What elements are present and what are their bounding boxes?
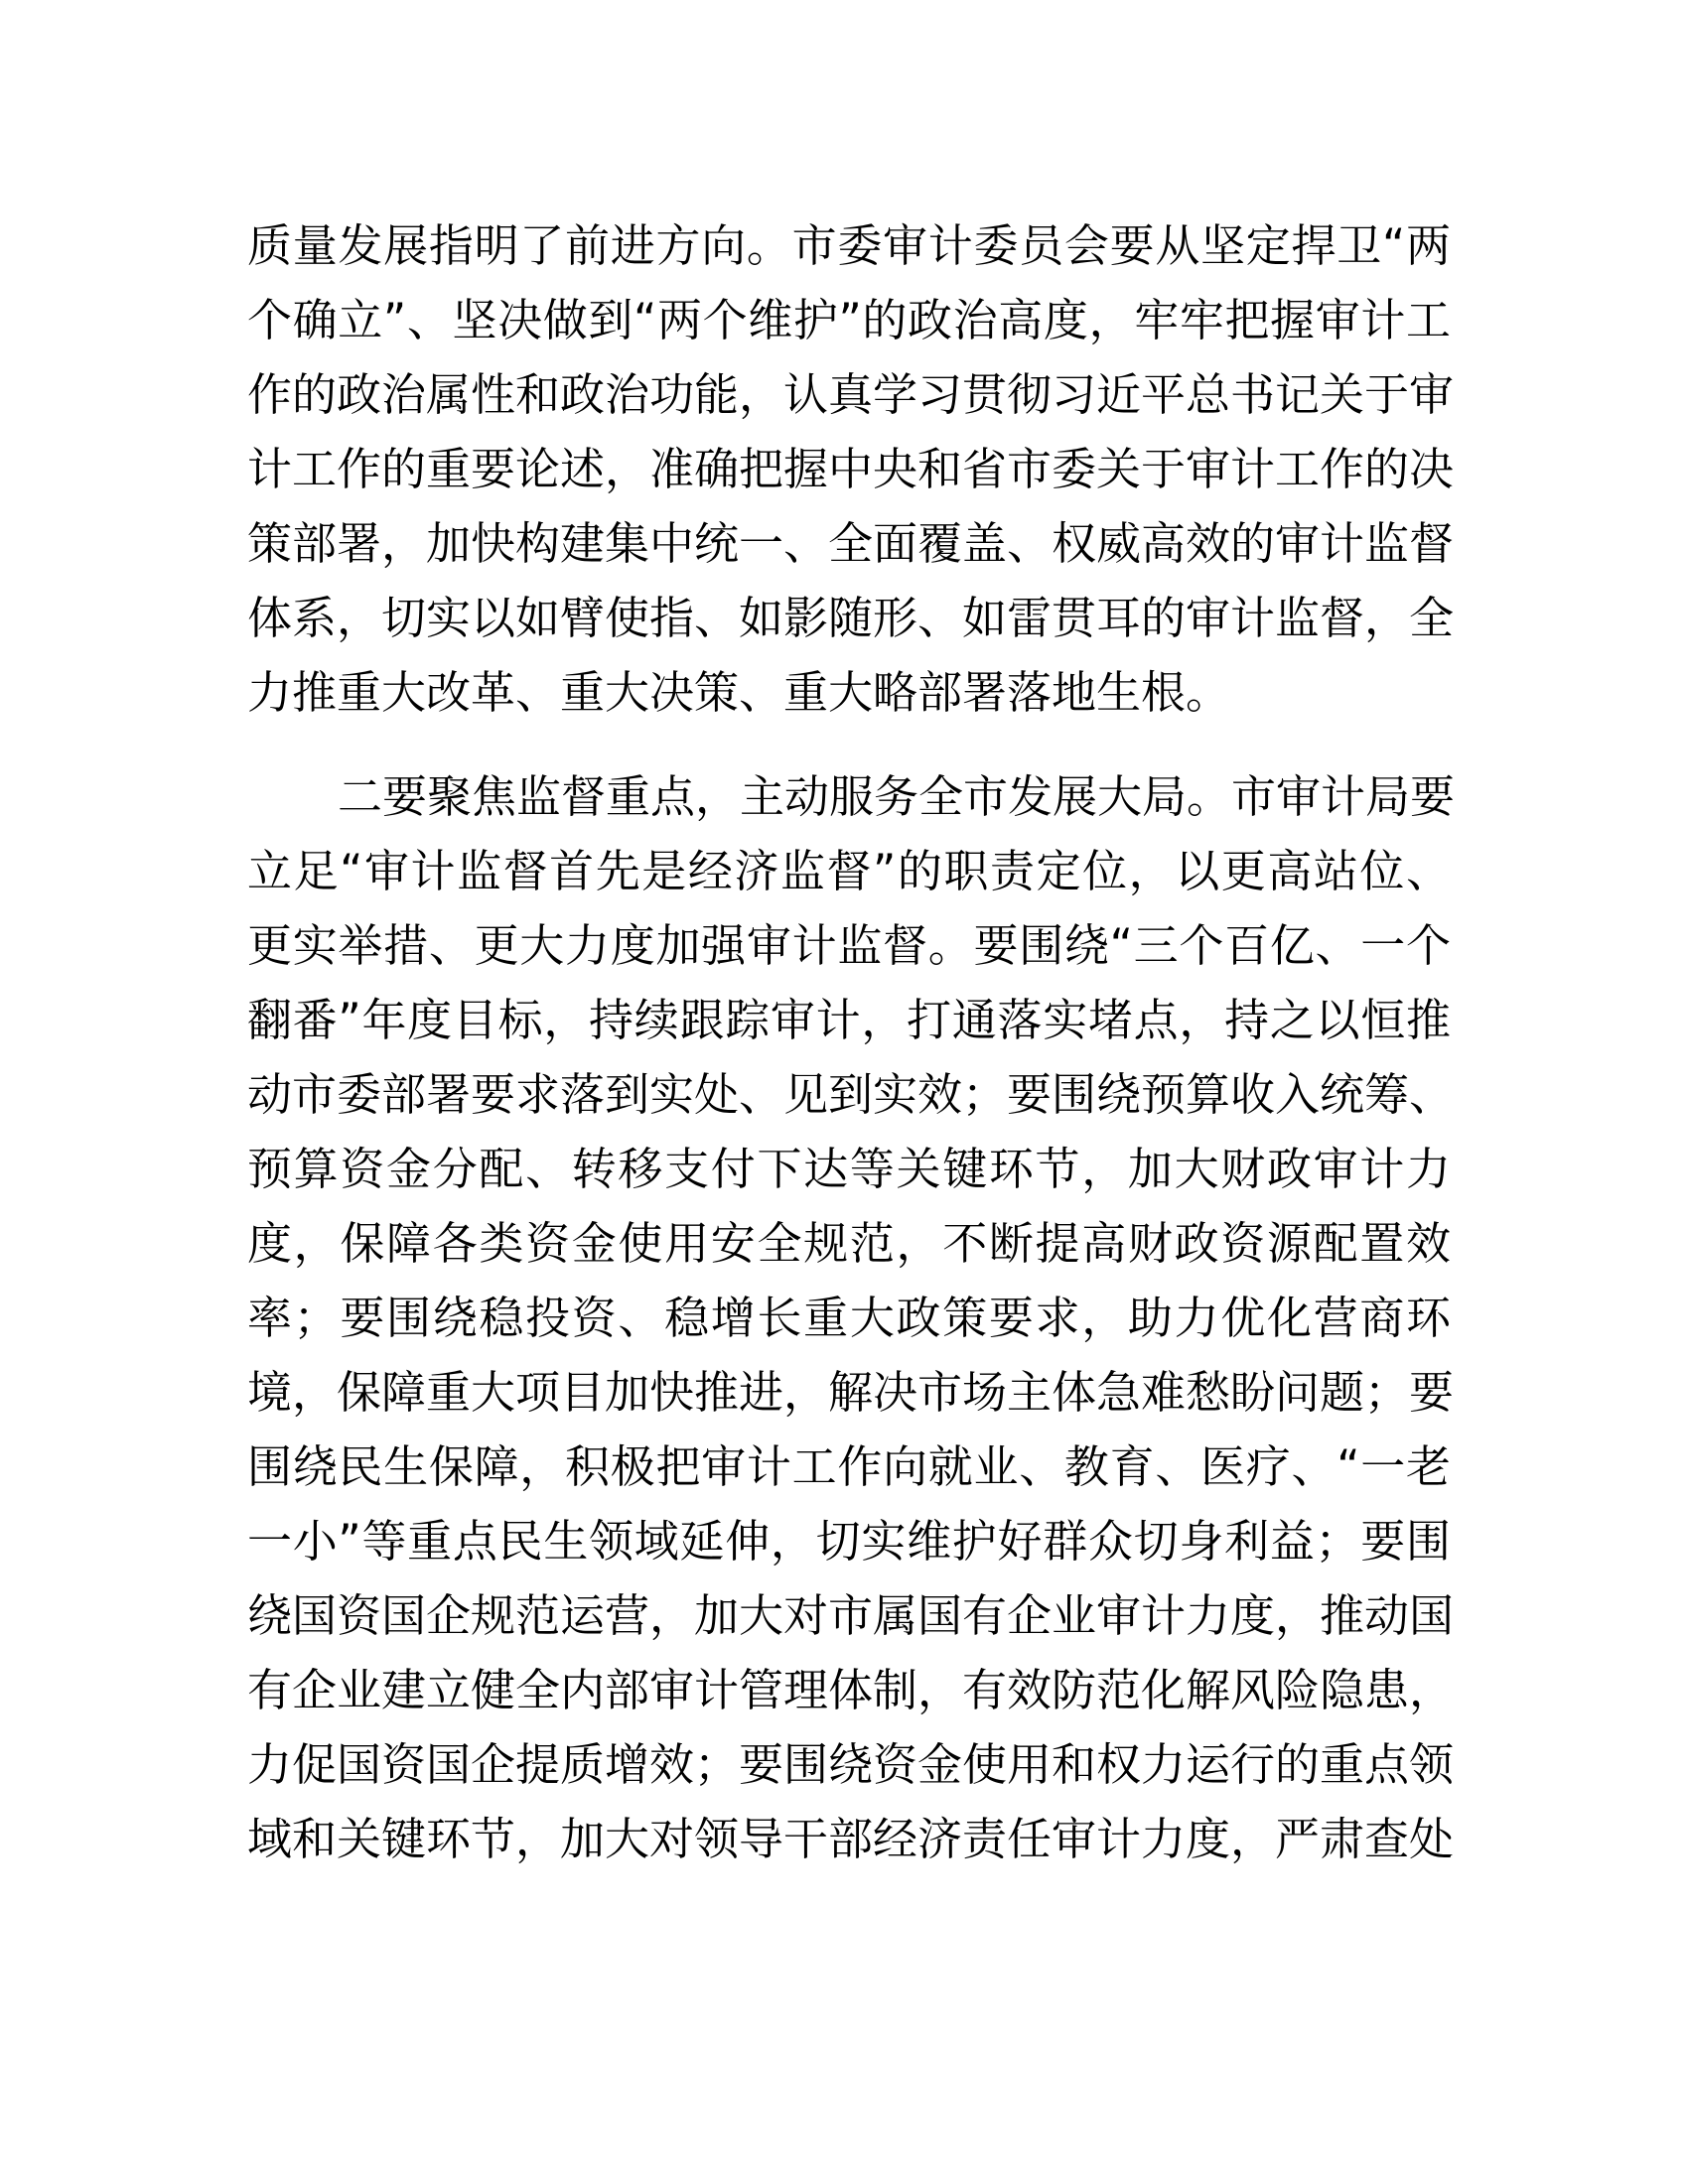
text-line: 体系，切实以如臂使指、如影随形、如雷贯耳的审计监督，全 bbox=[247, 592, 1455, 644]
text-line: 一小”等重点民生领域延伸，切实维护好群众切身利益；要围 bbox=[247, 1515, 1451, 1568]
text-line: 力促国资国企提质增效；要围绕资金使用和权力运行的重点领 bbox=[247, 1738, 1455, 1791]
text-line: 有企业建立健全内部审计管理体制，有效防范化解风险隐患， bbox=[247, 1664, 1455, 1716]
text-line: 计工作的重要论述，准确把握中央和省市委关于审计工作的决 bbox=[247, 443, 1455, 495]
paragraph-1 bbox=[247, 208, 1455, 730]
text-line: 围绕民生保障，积极把审计工作向就业、教育、医疗、“一老 bbox=[247, 1440, 1451, 1493]
text-line: 率；要围绕稳投资、稳增长重大政策要求，助力优化营商环 bbox=[247, 1292, 1451, 1344]
text-line: 度，保障各类资金使用安全规范，不断提高财政资源配置效 bbox=[247, 1217, 1451, 1270]
text-line: 动市委部署要求落到实处、见到实效；要围绕预算收入统筹、 bbox=[247, 1068, 1455, 1121]
paragraph-2 bbox=[247, 759, 1456, 1876]
text-line: 个确立”、坚决做到“两个维护”的政治高度，牢牢把握审计工 bbox=[247, 294, 1451, 346]
text-line: 策部署，加快构建集中统一、全面覆盖、权威高效的审计监督 bbox=[247, 517, 1455, 570]
text-line: 质量发展指明了前进方向。市委审计委员会要从坚定捍卫“两 bbox=[247, 219, 1451, 272]
text-line: 作的政治属性和政治功能，认真学习贯彻习近平总书记关于审 bbox=[247, 368, 1455, 421]
text-line: 翻番”年度目标，持续跟踪审计，打通落实堵点，持之以恒推 bbox=[247, 994, 1451, 1046]
text-line: 立足“审计监督首先是经济监督”的职责定位，以更高站位、 bbox=[247, 845, 1451, 897]
text-line: 域和关键环节，加大对领导干部经济责任审计力度，严肃查处 bbox=[247, 1813, 1455, 1865]
text-line: 境，保障重大项目加快推进，解决市场主体急难愁盼问题；要 bbox=[247, 1366, 1455, 1419]
text-line: 更实举措、更大力度加强审计监督。要围绕“三个百亿、一个 bbox=[247, 919, 1451, 972]
text-line: 二要聚焦监督重点，主动服务全市发展大局。市审计局要 bbox=[338, 770, 1456, 823]
text-line: 预算资金分配、转移支付下达等关键环节，加大财政审计力 bbox=[247, 1143, 1451, 1195]
text-line: 力推重大改革、重大决策、重大略部署落地生根。 bbox=[247, 666, 1231, 719]
text-line: 绕国资国企规范运营，加大对市属国有企业审计力度，推动国 bbox=[247, 1589, 1455, 1642]
